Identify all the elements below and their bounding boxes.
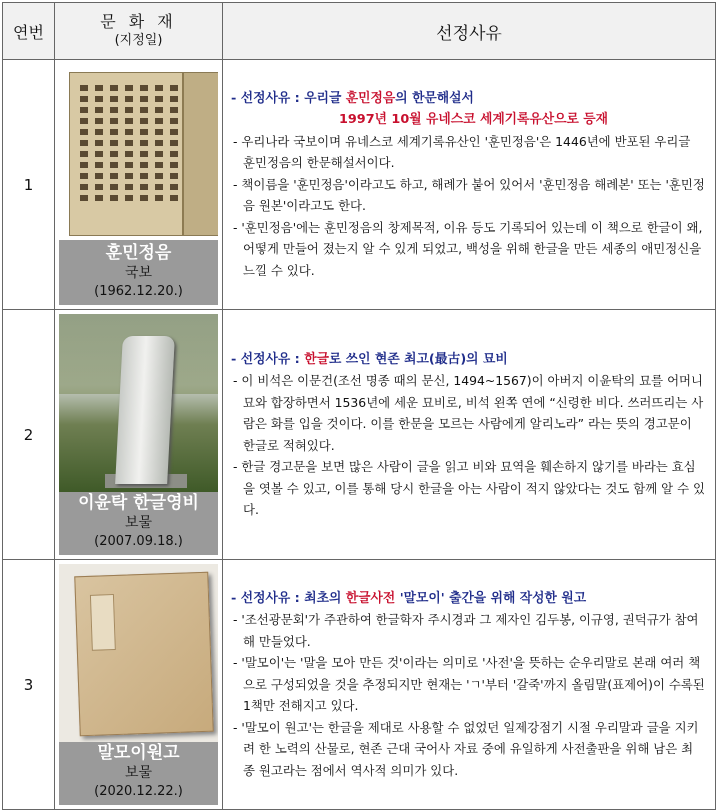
heritage-name: 훈민정음 (105, 243, 172, 263)
stele-photo (59, 314, 218, 492)
col-header-item-title: 문 화 재 (100, 12, 177, 31)
heritage-type: 국보 (124, 265, 153, 281)
col-header-num: 연번 (3, 3, 55, 60)
col-header-reason: 선정사유 (223, 3, 716, 60)
manuscript-image (74, 572, 214, 737)
book-image (69, 72, 218, 236)
reason-cell (223, 310, 716, 560)
reason-bullet: - '조선광문회'가 주관하여 한글학자 주시경과 그 제자인 김두봉, 이규영, 권덕규가 참여해 만들었다. (233, 612, 699, 649)
col-header-item (55, 3, 223, 60)
newsis-watermark: NEWSIS (589, 760, 702, 788)
reason-bullet: - '훈민정음'에는 훈민정음의 창제목적, 이유 등도 기록되어 있는데 이 책으로 한글이 왜, 어떻게 만들어 졌는지 알 수 있게 되었고, 백성을 위해 한글을 만든 세종의 애민정신을 느낄 수 있다. (233, 219, 703, 278)
reason-subheadline: 1997년 10월 유네스코 세계기록유산으로 등재 (339, 112, 609, 128)
reason-cell (223, 60, 716, 310)
heritage-date: (1962.12.20.) (94, 284, 183, 299)
reason-bullet: - '말모이 원고'는 한글을 제대로 사용할 수 없었던 일제강점기 시절 우리말과 글을 지키려 한 노력의 산물로, 현존 근대 국어사 자료 중에 유일하게 사전출판을 위해 남은 최종 원고라는 점에서 역사적 의미가 있다. (233, 719, 699, 778)
reason-headline: - 선정사유 : 한글로 쓰인 현존 최고(最古)의 묘비 (231, 351, 508, 367)
stele-image (115, 336, 175, 484)
reason-bullet: - 한글 경고문을 보면 많은 사람이 글을 읽고 비와 묘역을 훼손하지 않기를 바라는 효심을 엿볼 수 있고, 이를 통해 당시 한글을 아는 사람이 적지 않았다는 것도 함께 알 수 있다. (233, 459, 705, 517)
heritage-caption (59, 240, 218, 305)
heritage-date: (2007.09.18.) (94, 534, 183, 549)
reason-headline: - 선정사유 : 최초의 한글사전 '말모이' 출간을 위해 작성한 원고 (231, 590, 587, 606)
heritage-name: 말모이원고 (97, 743, 180, 763)
heritage-cell (55, 310, 223, 560)
reason-headline: - 선정사유 : 우리글 훈민정음의 한문해설서 (231, 90, 474, 106)
heritage-type: 보물 (124, 515, 153, 531)
reason-bullet: - 이 비석은 이문건(조선 명종 때의 문신, 1494~1567)이 아버지 이윤탁의 묘를 어머니 묘와 합장하면서 1536년에 세운 묘비로, 비석 왼쪽 연에 “신령한 비다. 쓰러뜨리는 사람은 화를 입을 것이다. 이를 한문을 모르는 사람에게 알리노라” 라는 뜻의 경고문이 한글로 적혀있다. (233, 373, 704, 453)
reason-bullet: - 책이름을 '훈민정음'이라고도 하고, 해례가 붙어 있어서 '훈민정음 해례본' 또는 '훈민정음 원본'이라고도 한다. (233, 176, 705, 214)
heritage-caption (59, 490, 218, 555)
heritage-type: 보물 (124, 765, 153, 781)
heritage-date: (2020.12.22.) (94, 784, 183, 799)
row-number: 1 (3, 60, 55, 310)
table-row (3, 310, 716, 560)
malmoi-photo (59, 564, 218, 742)
header-row (3, 3, 716, 60)
heritage-table (2, 2, 716, 810)
heritage-cell (55, 60, 223, 310)
row-number: 2 (3, 310, 55, 560)
heritage-cell (55, 560, 223, 810)
col-header-item-sub: (지정일) (114, 33, 163, 48)
hunminjeongeum-photo (59, 64, 218, 242)
table-row (3, 60, 716, 310)
reason-bullet: - '말모이'는 '말을 모아 만든 것'이라는 의미로 '사전'을 뜻하는 순우리말로 본래 여러 책으로 구성되었을 것을 추정되지만 현재는 'ㄱ'부터 '갈죽'까지 올림말(표제어)이 수록된 1책만 전해지고 있다. (233, 655, 705, 714)
heritage-caption (59, 740, 218, 805)
heritage-name: 이윤탁 한글영비 (78, 493, 199, 513)
row-number: 3 (3, 560, 55, 810)
reason-bullet: - 우리나라 국보이며 유네스코 세계기록유산인 '훈민정음'은 1446년에 반포된 우리글 훈민정음의 한문해설서이다. (233, 133, 691, 171)
